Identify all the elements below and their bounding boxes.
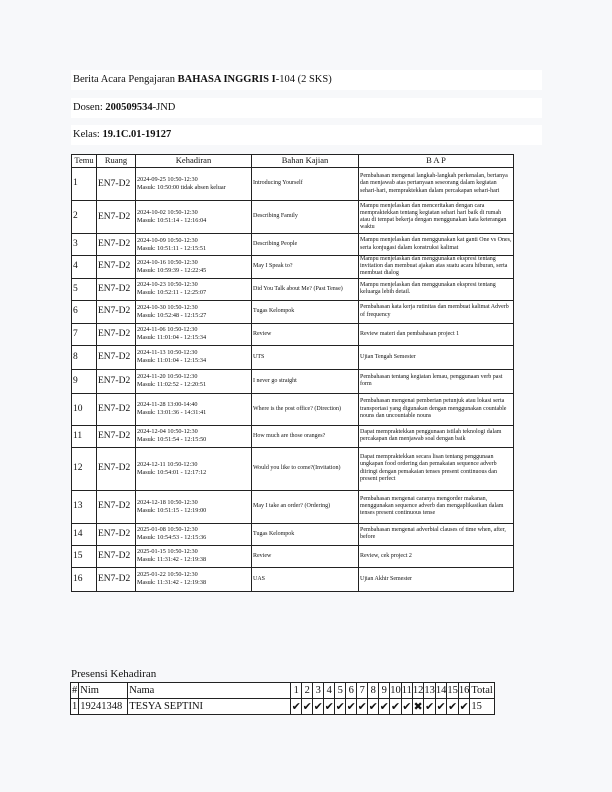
kehadiran-cell bbox=[136, 425, 252, 447]
bap-row bbox=[72, 447, 514, 490]
col-session-9: 9 bbox=[379, 683, 390, 699]
absent-cross-icon: ✖ bbox=[413, 701, 423, 713]
ruang-cell: EN7-D2 bbox=[97, 168, 136, 201]
jadwal-text: 2025-01-15 10:50-12:30 bbox=[137, 548, 198, 556]
bap-cell: Review materi dan pembahasan project 1 bbox=[359, 323, 514, 345]
bap-cell: Mampu menjelaskan dan menggunakan ekspresi tentang invitation dan membuat ajakan atas suatu acara hiburan, serta membuat dialog bbox=[359, 256, 514, 279]
kehadiran-cell bbox=[136, 323, 252, 345]
col-total: Total bbox=[470, 683, 494, 699]
col-session-3: 3 bbox=[313, 683, 324, 699]
bap-row bbox=[72, 323, 514, 345]
presensi-title: Presensi Kehadiran bbox=[71, 668, 157, 680]
masuk-text: Masuk: 10:50:00 tidak absen keluar bbox=[137, 184, 226, 191]
kehadiran-cell bbox=[136, 490, 252, 523]
ruang-cell: EN7-D2 bbox=[97, 447, 136, 490]
col-session-16: 16 bbox=[458, 683, 470, 699]
jadwal-text: 2024-10-30 10:50-12:30 bbox=[137, 303, 198, 311]
bahan-kajian-cell: May I Speak to? bbox=[252, 256, 359, 279]
col-session-14: 14 bbox=[435, 683, 447, 699]
bap-table bbox=[71, 154, 514, 592]
jadwal-text: 2025-01-08 10:50-12:30 bbox=[137, 526, 198, 534]
presensi-table bbox=[70, 682, 495, 715]
bap-cell: Mampu menjelaskan dan menggunakan kat ganti One vs Ones, serta konjugasi dalam konstruksi kalimat bbox=[359, 234, 514, 256]
bap-cell: Ujian Akhir Semester bbox=[359, 567, 514, 591]
jadwal-text: 2024-11-28 13:00-14:40 bbox=[137, 401, 198, 409]
temu-cell: 7 bbox=[72, 323, 97, 345]
temu-cell: 13 bbox=[72, 490, 97, 523]
bap-row bbox=[72, 278, 514, 300]
bap-cell: Pembahasan mengenai pemberian petunjuk atau lokasi serta transportasi yang digunakan dengan menggunakan countable nouns dan uncountable nouns bbox=[359, 393, 514, 425]
bahan-kajian-cell: Tugas Kelompok bbox=[252, 300, 359, 323]
masuk-text: Masuk: 10:59:39 - 12:22:45 bbox=[137, 266, 207, 274]
present-check-icon: ✔ bbox=[357, 701, 367, 713]
session-mark-cell bbox=[424, 699, 436, 715]
ruang-cell: EN7-D2 bbox=[97, 523, 136, 545]
present-check-icon: ✔ bbox=[335, 701, 345, 713]
ruang-cell: EN7-D2 bbox=[97, 369, 136, 393]
temu-cell: 9 bbox=[72, 369, 97, 393]
bap-row bbox=[72, 545, 514, 567]
temu-cell: 11 bbox=[72, 425, 97, 447]
bahan-kajian-cell: Review bbox=[252, 545, 359, 567]
kehadiran-cell bbox=[136, 300, 252, 323]
bap-header-row bbox=[72, 155, 514, 168]
masuk-text: Masuk: 10:51:15 - 12:19:00 bbox=[137, 506, 207, 514]
col-session-12: 12 bbox=[412, 683, 424, 699]
temu-cell: 4 bbox=[72, 256, 97, 279]
jadwal-text: 2024-10-16 10:50-12:30 bbox=[137, 258, 198, 266]
ruang-cell: EN7-D2 bbox=[97, 545, 136, 567]
bap-row bbox=[72, 567, 514, 591]
jadwal-text: 2024-11-20 10:50-12:30 bbox=[137, 373, 198, 381]
jadwal-text: 2024-09-25 10:50-12:30 bbox=[137, 176, 198, 183]
ruang-cell: EN7-D2 bbox=[97, 490, 136, 523]
kehadiran-cell bbox=[136, 278, 252, 300]
kehadiran-cell bbox=[136, 201, 252, 234]
bahan-kajian-cell: May I take an order? (Ordering) bbox=[252, 490, 359, 523]
col-session-7: 7 bbox=[357, 683, 368, 699]
ruang-cell: EN7-D2 bbox=[97, 300, 136, 323]
session-mark-cell bbox=[346, 699, 357, 715]
nama-cell: TESYA SEPTINI bbox=[128, 699, 291, 715]
course-title: Berita Acara Pengajaran BAHASA INGGRIS I-104 (2 SKS) bbox=[71, 70, 542, 90]
session-mark-cell bbox=[368, 699, 379, 715]
presensi-row bbox=[71, 699, 495, 715]
jadwal-text: 2024-12-11 10:50-12:30 bbox=[137, 460, 198, 468]
bap-row bbox=[72, 425, 514, 447]
session-mark-cell bbox=[357, 699, 368, 715]
ruang-cell: EN7-D2 bbox=[97, 425, 136, 447]
bap-row bbox=[72, 393, 514, 425]
masuk-text: Masuk: 11:31:42 - 12:19:38 bbox=[137, 556, 207, 564]
kehadiran-cell bbox=[136, 256, 252, 279]
bahan-kajian-cell: Tugas Kelompok bbox=[252, 523, 359, 545]
bahan-kajian-cell: Would you like to come?(Invitation) bbox=[252, 447, 359, 490]
col-kehadiran: Kehadiran bbox=[136, 155, 252, 168]
ruang-cell: EN7-D2 bbox=[97, 323, 136, 345]
session-mark-cell bbox=[302, 699, 313, 715]
ruang-cell: EN7-D2 bbox=[97, 234, 136, 256]
present-check-icon: ✔ bbox=[390, 701, 401, 713]
col-session-6: 6 bbox=[346, 683, 357, 699]
temu-cell: 5 bbox=[72, 278, 97, 300]
bap-cell: Dapat mempraktekkan secara lisan tentang penggunaan ungkapan food ordering dan pemakaian sequence adverb diiringi dengan pemakaian tenses present continuous dan present perfect bbox=[359, 447, 514, 490]
temu-cell: 3 bbox=[72, 234, 97, 256]
bap-row bbox=[72, 201, 514, 234]
ruang-cell: EN7-D2 bbox=[97, 278, 136, 300]
masuk-text: Masuk: 11:02:52 - 12:20:51 bbox=[137, 381, 207, 389]
kehadiran-cell bbox=[136, 369, 252, 393]
masuk-text: Masuk: 10:51:11 - 12:15:51 bbox=[137, 244, 207, 252]
present-check-icon: ✔ bbox=[291, 701, 301, 713]
kehadiran-cell bbox=[136, 393, 252, 425]
kehadiran-cell bbox=[136, 234, 252, 256]
bap-row bbox=[72, 345, 514, 369]
temu-cell: 12 bbox=[72, 447, 97, 490]
ruang-cell: EN7-D2 bbox=[97, 393, 136, 425]
nim-cell: 19241348 bbox=[79, 699, 128, 715]
col-nama: Nama bbox=[128, 683, 291, 699]
bahan-kajian-cell: Review bbox=[252, 323, 359, 345]
masuk-text: Masuk: 13:01:36 - 14:31:41 bbox=[137, 409, 207, 417]
col-session-10: 10 bbox=[390, 683, 402, 699]
col-temu: Temu bbox=[72, 155, 97, 168]
bahan-kajian-cell: UAS bbox=[252, 567, 359, 591]
col-session-11: 11 bbox=[401, 683, 412, 699]
present-check-icon: ✔ bbox=[459, 701, 469, 713]
bahan-kajian-cell: Describing Family bbox=[252, 201, 359, 234]
bap-row bbox=[72, 523, 514, 545]
bap-row bbox=[72, 168, 514, 201]
bap-cell: Pembahasan tentang kegiatan lemau, penggunaan verb past form bbox=[359, 369, 514, 393]
bap-row bbox=[72, 300, 514, 323]
course-name: BAHASA INGGRIS I bbox=[177, 74, 276, 85]
col-session-8: 8 bbox=[368, 683, 379, 699]
masuk-text: Masuk: 10:51:54 - 12:15:50 bbox=[137, 436, 207, 444]
session-mark-cell bbox=[324, 699, 335, 715]
bahan-kajian-cell: UTS bbox=[252, 345, 359, 369]
col-no: # bbox=[71, 683, 79, 699]
session-mark-cell bbox=[390, 699, 402, 715]
bahan-kajian-cell: Where is the post office? (Direction) bbox=[252, 393, 359, 425]
masuk-text: Masuk: 10:52:11 - 12:25:07 bbox=[137, 289, 207, 297]
bap-cell: Pembahasan mengenai caranya mengorder makanan, menggunakan sequence adverb dan mengaplikasikan dalam tenses present continuous tense bbox=[359, 490, 514, 523]
bahan-kajian-cell: Did You Talk about Me? (Past Tense) bbox=[252, 278, 359, 300]
presensi-header-row bbox=[71, 683, 495, 699]
kehadiran-cell bbox=[136, 168, 252, 201]
col-bap: B A P bbox=[359, 155, 514, 168]
kehadiran-cell bbox=[136, 345, 252, 369]
jadwal-text: 2024-12-04 10:50-12:30 bbox=[137, 428, 198, 436]
col-session-1: 1 bbox=[291, 683, 302, 699]
bap-cell: Pembahasan kata kerja rutinitas dan membuat kalimat Adverb of frequency bbox=[359, 300, 514, 323]
ruang-cell: EN7-D2 bbox=[97, 567, 136, 591]
present-check-icon: ✔ bbox=[346, 701, 356, 713]
session-mark-cell bbox=[335, 699, 346, 715]
bap-cell: Pembahasan mengenai langkah-langkah perkenalan, bertanya dan menjawab atas pertanyaan seseorang dalam kegiatan sehari-hari, mempraktekkan dalam percakapan sehari-hari bbox=[359, 168, 514, 201]
col-session-4: 4 bbox=[324, 683, 335, 699]
session-mark-cell bbox=[401, 699, 412, 715]
present-check-icon: ✔ bbox=[379, 701, 389, 713]
session-mark-cell bbox=[435, 699, 447, 715]
temu-cell: 10 bbox=[72, 393, 97, 425]
present-check-icon: ✔ bbox=[313, 701, 323, 713]
session-mark-cell bbox=[313, 699, 324, 715]
kehadiran-cell bbox=[136, 523, 252, 545]
ruang-cell: EN7-D2 bbox=[97, 345, 136, 369]
masuk-text: Masuk: 10:54:53 - 12:15:36 bbox=[137, 534, 207, 542]
ruang-cell: EN7-D2 bbox=[97, 201, 136, 234]
masuk-text: Masuk: 11:31:42 - 12:19:38 bbox=[137, 579, 207, 587]
present-check-icon: ✔ bbox=[448, 701, 458, 713]
present-check-icon: ✔ bbox=[324, 701, 334, 713]
bahan-kajian-cell: Describing People bbox=[252, 234, 359, 256]
present-check-icon: ✔ bbox=[402, 701, 412, 713]
masuk-text: Masuk: 11:01:04 - 12:15:34 bbox=[137, 334, 207, 342]
jadwal-text: 2025-01-22 10:50-12:30 bbox=[137, 571, 198, 579]
bahan-kajian-cell: How much are those oranges? bbox=[252, 425, 359, 447]
temu-cell: 8 bbox=[72, 345, 97, 369]
bap-cell: Ujian Tengah Semester bbox=[359, 345, 514, 369]
bahan-kajian-cell: I never go straight bbox=[252, 369, 359, 393]
jadwal-text: 2024-10-02 10:50-12:30 bbox=[137, 209, 198, 216]
masuk-text: Masuk: 11:01:04 - 12:15:34 bbox=[137, 357, 207, 365]
jadwal-text: 2024-11-13 10:50-12:30 bbox=[137, 349, 198, 357]
jadwal-text: 2024-11-06 10:50-12:30 bbox=[137, 326, 198, 334]
class-line: Kelas: 19.1C.01-19127 bbox=[71, 125, 542, 145]
bap-cell: Pembahasan mengenai adverbial clauses of time when, after, before bbox=[359, 523, 514, 545]
temu-cell: 6 bbox=[72, 300, 97, 323]
row-number: 1 bbox=[71, 699, 79, 715]
bap-row bbox=[72, 234, 514, 256]
temu-cell: 15 bbox=[72, 545, 97, 567]
class-code: 19.1C.01-19127 bbox=[102, 129, 172, 140]
temu-cell: 2 bbox=[72, 201, 97, 234]
col-session-13: 13 bbox=[424, 683, 436, 699]
col-ruang: Ruang bbox=[97, 155, 136, 168]
jadwal-text: 2024-10-09 10:50-12:30 bbox=[137, 236, 198, 244]
session-mark-cell bbox=[412, 699, 424, 715]
jadwal-text: 2024-12-18 10:50-12:30 bbox=[137, 498, 198, 506]
temu-cell: 1 bbox=[72, 168, 97, 201]
col-session-5: 5 bbox=[335, 683, 346, 699]
ruang-cell: EN7-D2 bbox=[97, 256, 136, 279]
jadwal-text: 2024-10-23 10:50-12:30 bbox=[137, 281, 198, 289]
bap-row bbox=[72, 490, 514, 523]
present-check-icon: ✔ bbox=[302, 701, 312, 713]
bap-row bbox=[72, 369, 514, 393]
kehadiran-cell bbox=[136, 447, 252, 490]
bap-cell: Mampu menjelaskan dan menceritakan dengan cara mempraktekkan tentang kegiatan sehari hari baik di rumah atau di tempat bekerja dengan menggunakan kata keterangan waktu bbox=[359, 201, 514, 234]
masuk-text: Masuk: 10:51:14 - 12:16:04 bbox=[137, 217, 207, 224]
bap-cell: Mampu menjelaskan dan menggunakan ekspresi tentang keluarga lebih detail. bbox=[359, 278, 514, 300]
kehadiran-cell bbox=[136, 567, 252, 591]
lecturer-line: Dosen: 200509534-JND bbox=[71, 98, 542, 118]
session-mark-cell bbox=[379, 699, 390, 715]
present-check-icon: ✔ bbox=[425, 701, 435, 713]
col-nim: Nim bbox=[79, 683, 128, 699]
masuk-text: Masuk: 10:52:48 - 12:15:27 bbox=[137, 311, 207, 319]
bap-cell: Review, cek project 2 bbox=[359, 545, 514, 567]
temu-cell: 16 bbox=[72, 567, 97, 591]
masuk-text: Masuk: 10:54:01 - 12:17:12 bbox=[137, 468, 207, 476]
session-mark-cell bbox=[447, 699, 459, 715]
total-cell: 15 bbox=[470, 699, 494, 715]
present-check-icon: ✔ bbox=[368, 701, 378, 713]
bap-cell: Dapat mempraktekkan penggunaan istilah teknologi dalam percakapan dan menjawab soal dengan baik bbox=[359, 425, 514, 447]
session-mark-cell bbox=[291, 699, 302, 715]
temu-cell: 14 bbox=[72, 523, 97, 545]
bap-row bbox=[72, 256, 514, 279]
present-check-icon: ✔ bbox=[436, 701, 446, 713]
kehadiran-cell bbox=[136, 545, 252, 567]
lecturer-id: 200509534 bbox=[105, 102, 153, 113]
col-bahan-kajian: Bahan Kajian bbox=[252, 155, 359, 168]
session-mark-cell bbox=[458, 699, 470, 715]
col-session-15: 15 bbox=[447, 683, 459, 699]
bahan-kajian-cell: Introducing Yourself bbox=[252, 168, 359, 201]
col-session-2: 2 bbox=[302, 683, 313, 699]
